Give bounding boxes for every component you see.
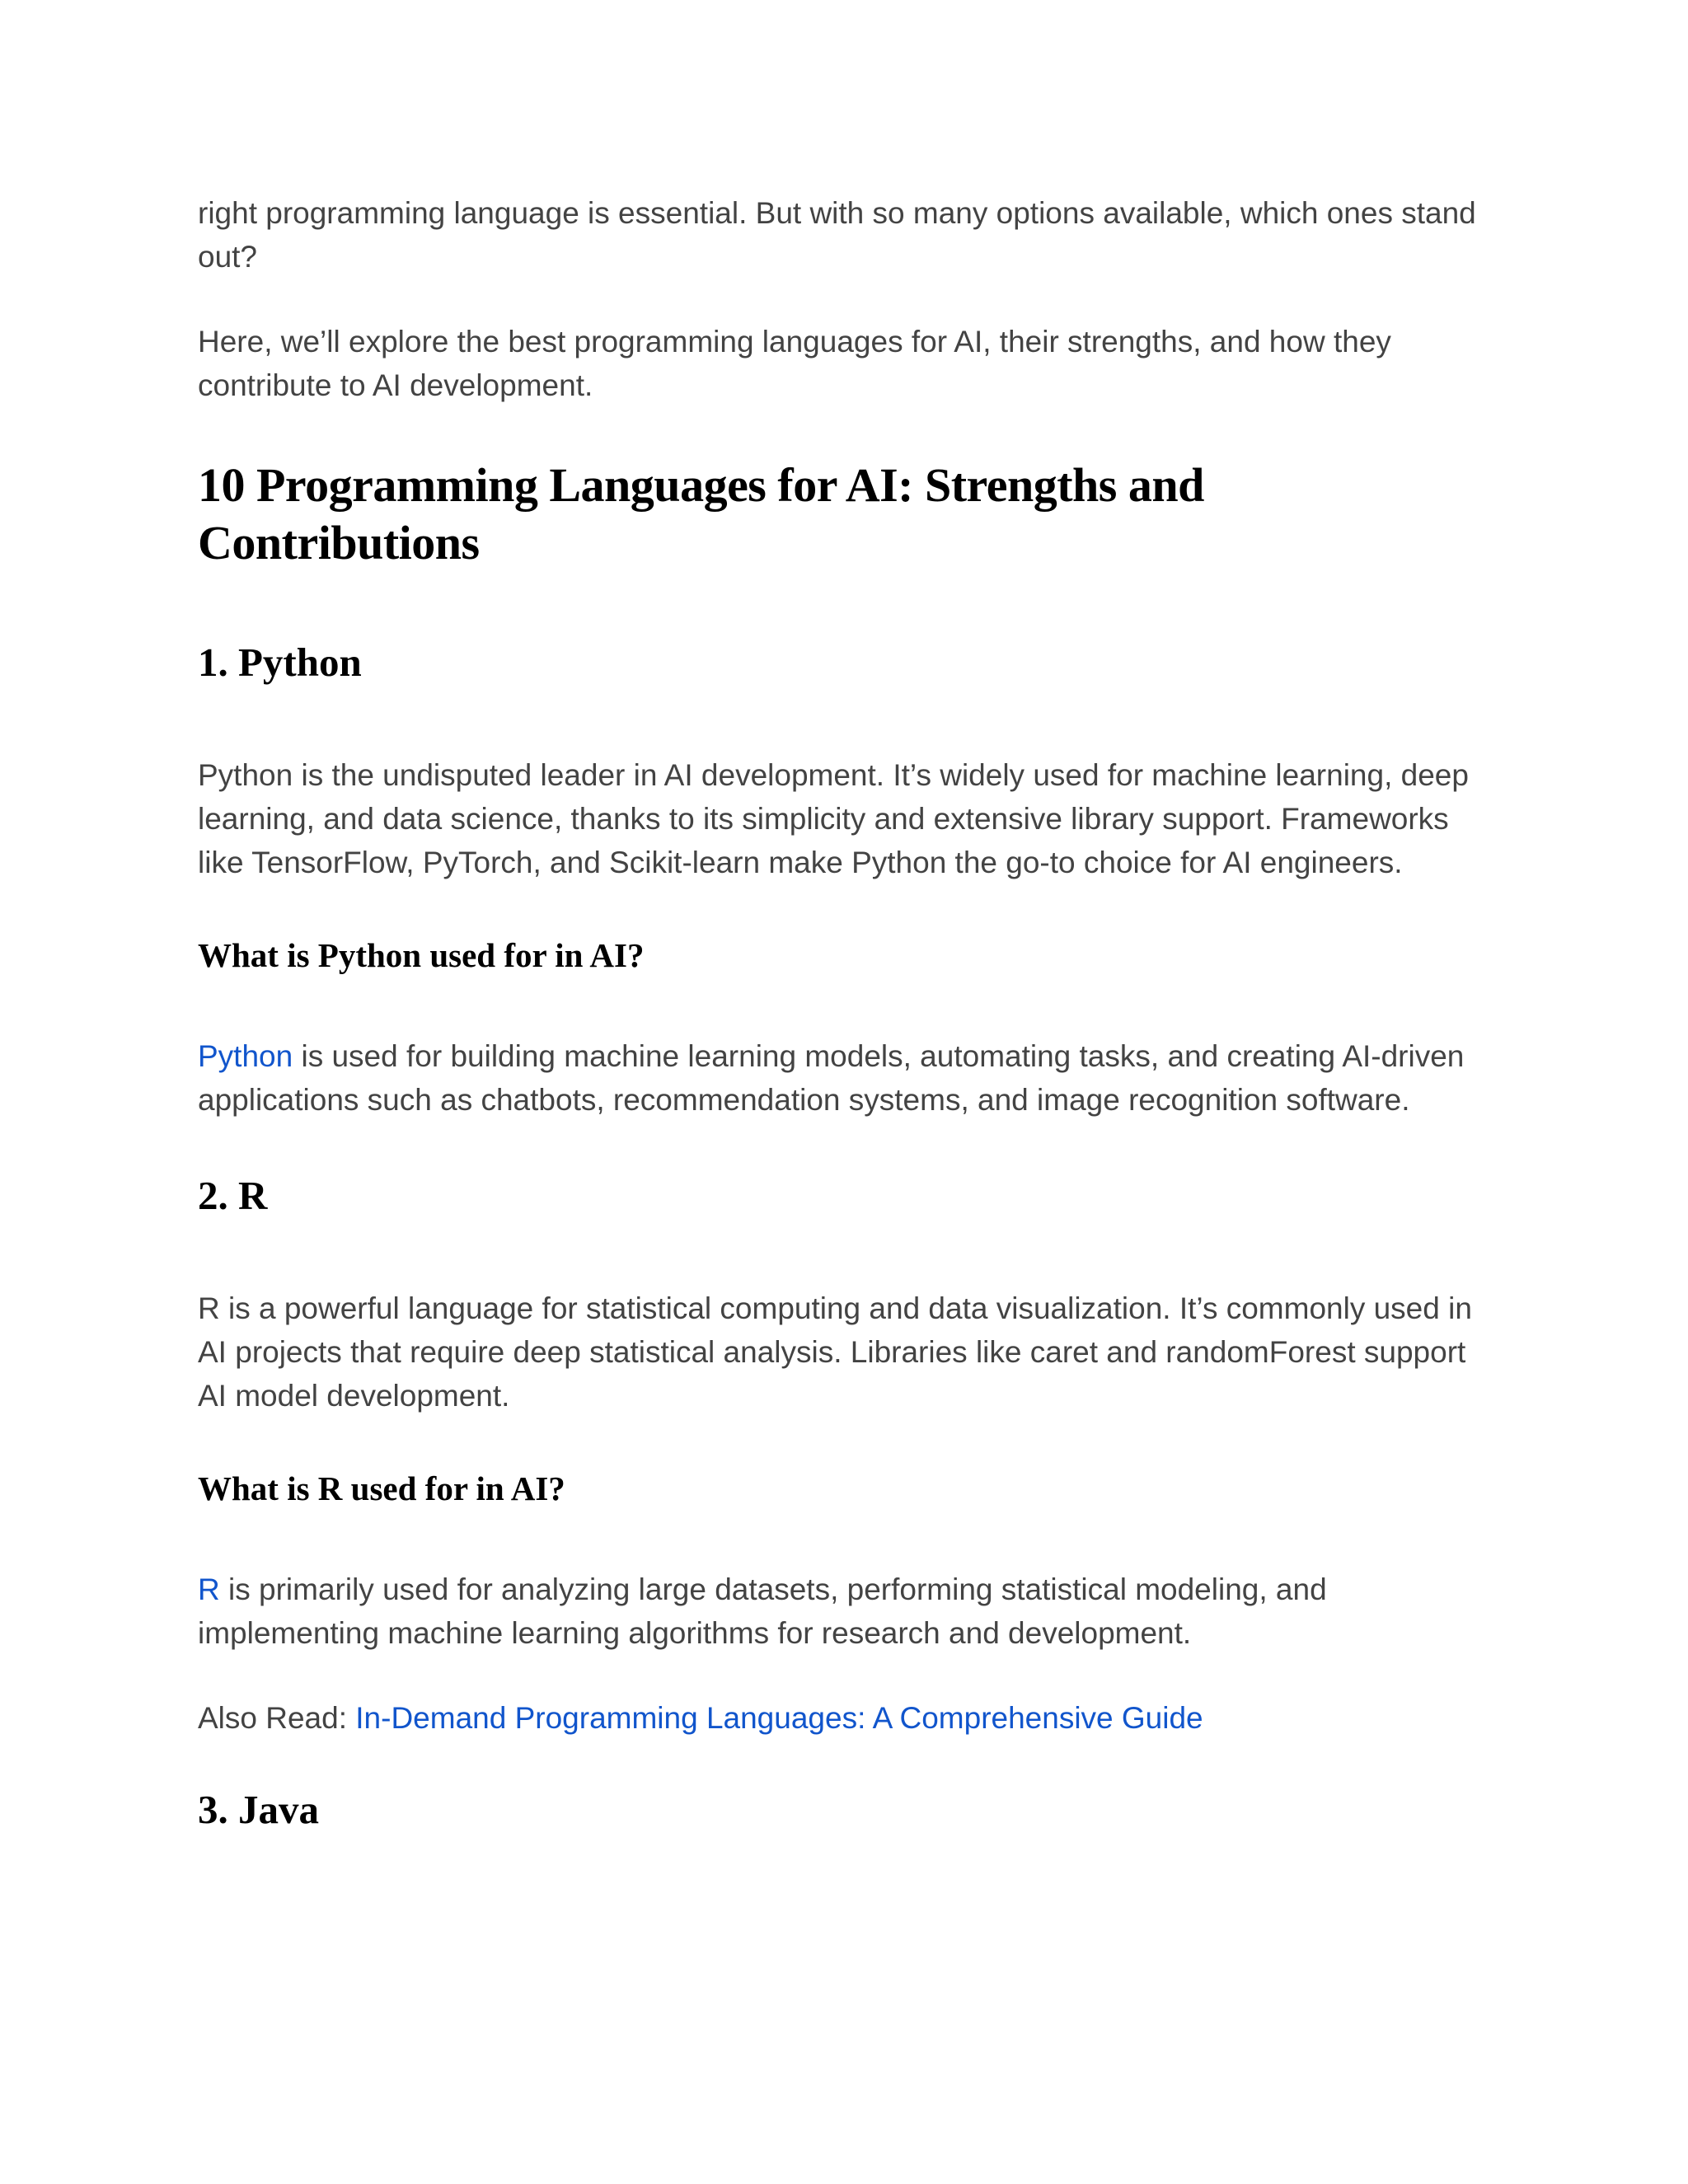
section-heading-python: 1. Python: [198, 640, 362, 685]
also-read-label: Also Read:: [198, 1701, 356, 1735]
section-heading-r: 2. R: [198, 1173, 268, 1218]
document-content: [198, 191, 1488, 1835]
also-read-paragraph: [198, 1696, 1488, 1740]
python-description: Python is the undisputed leader in AI development. It’s widely used for machine learning, deep learning, and data science, thanks to its simplicity and extensive library support. Frameworks like TensorFlow, PyTorch, and Scikit-learn make Python the go-to choice for AI engineers.: [198, 758, 1469, 879]
python-subheading: What is Python used for in AI?: [198, 936, 645, 974]
main-heading: 10 Programming Languages for AI: Strengths and Contributions: [198, 458, 1204, 569]
r-link[interactable]: R: [198, 1572, 220, 1606]
r-subheading: What is R used for in AI?: [198, 1469, 565, 1507]
intro-paragraph-1: right programming language is essential. But with so many options available, which ones stand out?: [198, 196, 1476, 274]
python-usage-paragraph: [198, 1034, 1488, 1122]
r-usage-text: is primarily used for analyzing large datasets, performing statistical modeling, and implementing machine learning algorithms for research and development.: [198, 1572, 1327, 1650]
r-description: R is a powerful language for statistical computing and data visualization. It’s commonly used in AI projects that require deep statistical analysis. Libraries like caret and randomForest support AI model development.: [198, 1291, 1472, 1413]
python-link[interactable]: Python: [198, 1039, 293, 1073]
r-usage-paragraph: [198, 1568, 1488, 1655]
python-usage-text: is used for building machine learning models, automating tasks, and creating AI-driven applications such as chatbots, recommendation systems, and image recognition software.: [198, 1039, 1465, 1117]
section-heading-java: 3. Java: [198, 1787, 319, 1832]
also-read-link[interactable]: In-Demand Programming Languages: A Comprehensive Guide: [355, 1701, 1203, 1735]
intro-paragraph-2: Here, we’ll explore the best programming languages for AI, their strengths, and how they contribute to AI development.: [198, 325, 1391, 402]
